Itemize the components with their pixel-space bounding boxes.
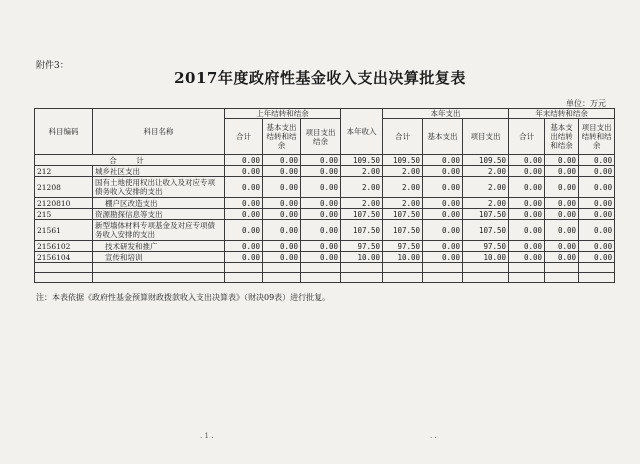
cell: 0.00 [579, 155, 615, 166]
cell: 0.00 [225, 220, 263, 241]
row-code: 215 [35, 209, 93, 220]
cell: 0.00 [225, 177, 263, 198]
cell: 0.00 [225, 166, 263, 177]
cell: 0.00 [509, 220, 545, 241]
approval-table [34, 108, 615, 283]
cell: 0.00 [545, 166, 579, 177]
cell: 0.00 [545, 241, 579, 252]
cell: 0.00 [423, 252, 463, 263]
cell: 0.00 [509, 252, 545, 263]
cell: 0.00 [545, 252, 579, 263]
cell: 2.00 [463, 177, 509, 198]
header-group-exp: 本年支出 [383, 109, 509, 119]
cell: 0.00 [509, 177, 545, 198]
empty-row [35, 273, 615, 283]
cell: 0.00 [579, 166, 615, 177]
cell: 109.50 [463, 155, 509, 166]
cell: 0.00 [579, 198, 615, 209]
table-row [35, 166, 615, 177]
cell: 0.00 [225, 155, 263, 166]
header-exp-total: 合计 [383, 119, 423, 155]
row-name: 资源勘探信息等支出 [93, 209, 225, 220]
empty-row [35, 263, 615, 273]
row-name: 宣传和培训 [93, 252, 225, 263]
total-label: 合 计 [35, 155, 225, 166]
header-income: 本年收入 [341, 109, 383, 155]
cell: 0.00 [545, 155, 579, 166]
page-title: 2017年度政府性基金收入支出决算批复表 [174, 69, 466, 87]
table-row [35, 220, 615, 241]
cell: 0.00 [545, 209, 579, 220]
header-prev-total: 合计 [225, 119, 263, 155]
cell: 10.00 [341, 252, 383, 263]
cell: 0.00 [225, 241, 263, 252]
cell: 0.00 [423, 177, 463, 198]
cell: 2.00 [463, 198, 509, 209]
table-row [35, 252, 615, 263]
row-code: 212 [35, 166, 93, 177]
cell: 0.00 [301, 252, 341, 263]
row-code: 2156102 [35, 241, 93, 252]
row-name: 棚户区改造支出 [93, 198, 225, 209]
cell: 0.00 [263, 166, 301, 177]
header-end-project: 项目支出结转和结余 [579, 119, 615, 155]
scan-speck: . . [430, 432, 437, 440]
cell: 2.00 [383, 166, 423, 177]
cell: 97.50 [341, 241, 383, 252]
cell: 0.00 [509, 241, 545, 252]
cell: 0.00 [579, 209, 615, 220]
header-prev-basic: 基本支出结转和结余 [263, 119, 301, 155]
row-name: 城乡社区支出 [93, 166, 225, 177]
cell: 0.00 [579, 241, 615, 252]
cell: 0.00 [423, 155, 463, 166]
table-row [35, 209, 615, 220]
cell: 2.00 [341, 166, 383, 177]
cell: 0.00 [509, 155, 545, 166]
cell: 107.50 [463, 220, 509, 241]
cell: 0.00 [579, 177, 615, 198]
cell: 0.00 [301, 155, 341, 166]
header-name: 科目名称 [93, 109, 225, 155]
cell: 107.50 [383, 209, 423, 220]
cell: 0.00 [423, 166, 463, 177]
header-code: 科目编码 [35, 109, 93, 155]
cell: 107.50 [463, 209, 509, 220]
header-group-prev: 上年结转和结余 [225, 109, 341, 119]
cell: 0.00 [545, 198, 579, 209]
cell: 2.00 [383, 177, 423, 198]
cell: 2.00 [463, 166, 509, 177]
cell: 0.00 [509, 209, 545, 220]
cell: 0.00 [225, 252, 263, 263]
cell: 0.00 [509, 198, 545, 209]
cell: 0.00 [301, 198, 341, 209]
row-code: 21208 [35, 177, 93, 198]
cell: 0.00 [423, 209, 463, 220]
header-exp-basic: 基本支出 [423, 119, 463, 155]
cell: 109.50 [383, 155, 423, 166]
cell: 107.50 [383, 220, 423, 241]
header-end-basic: 基本支出结转和结余 [545, 119, 579, 155]
cell: 0.00 [263, 220, 301, 241]
table-row [35, 198, 615, 209]
table-row [35, 177, 615, 198]
cell: 0.00 [423, 220, 463, 241]
header-exp-project: 项目支出 [463, 119, 509, 155]
cell: 0.00 [509, 166, 545, 177]
cell: 0.00 [545, 220, 579, 241]
cell: 0.00 [301, 220, 341, 241]
table-row [35, 241, 615, 252]
unit-label: 单位：万元 [566, 99, 606, 108]
cell: 0.00 [301, 177, 341, 198]
footnote: 注：本表依据《政府性基金预算财政拨款收入支出决算表》（财决09表）进行批复。 [36, 293, 331, 302]
cell: 0.00 [263, 198, 301, 209]
total-row [35, 155, 615, 166]
cell: 0.00 [263, 252, 301, 263]
cell: 0.00 [579, 252, 615, 263]
cell: 0.00 [263, 177, 301, 198]
cell: 107.50 [341, 220, 383, 241]
cell: 109.50 [341, 155, 383, 166]
cell: 0.00 [301, 241, 341, 252]
cell: 10.00 [463, 252, 509, 263]
cell: 0.00 [225, 198, 263, 209]
cell: 107.50 [341, 209, 383, 220]
cell: 2.00 [341, 177, 383, 198]
header-prev-project: 项目支出结余 [301, 119, 341, 155]
cell: 0.00 [263, 241, 301, 252]
cell: 0.00 [579, 220, 615, 241]
cell: 0.00 [423, 198, 463, 209]
row-code: 2156104 [35, 252, 93, 263]
attachment-label: 附件3： [36, 61, 69, 71]
cell: 0.00 [545, 177, 579, 198]
row-name: 技术研发和推广 [93, 241, 225, 252]
cell: 2.00 [383, 198, 423, 209]
row-name: 国有土地使用权出让收入及对应专项债务收入安排的支出 [93, 177, 225, 198]
cell: 97.50 [463, 241, 509, 252]
cell: 10.00 [383, 252, 423, 263]
row-name: 新型墙体材料专项基金及对应专项债务收入安排的支出 [93, 220, 225, 241]
cell: 0.00 [301, 166, 341, 177]
cell: 0.00 [263, 155, 301, 166]
row-code: 21561 [35, 220, 93, 241]
cell: 0.00 [225, 209, 263, 220]
header-group-end: 年末结转和结余 [509, 109, 615, 119]
cell: 2.00 [341, 198, 383, 209]
cell: 0.00 [423, 241, 463, 252]
cell: 0.00 [301, 209, 341, 220]
row-code: 2120810 [35, 198, 93, 209]
scan-speck: . 1 . [200, 432, 214, 440]
cell: 97.50 [383, 241, 423, 252]
header-end-total: 合计 [509, 119, 545, 155]
cell: 0.00 [263, 209, 301, 220]
